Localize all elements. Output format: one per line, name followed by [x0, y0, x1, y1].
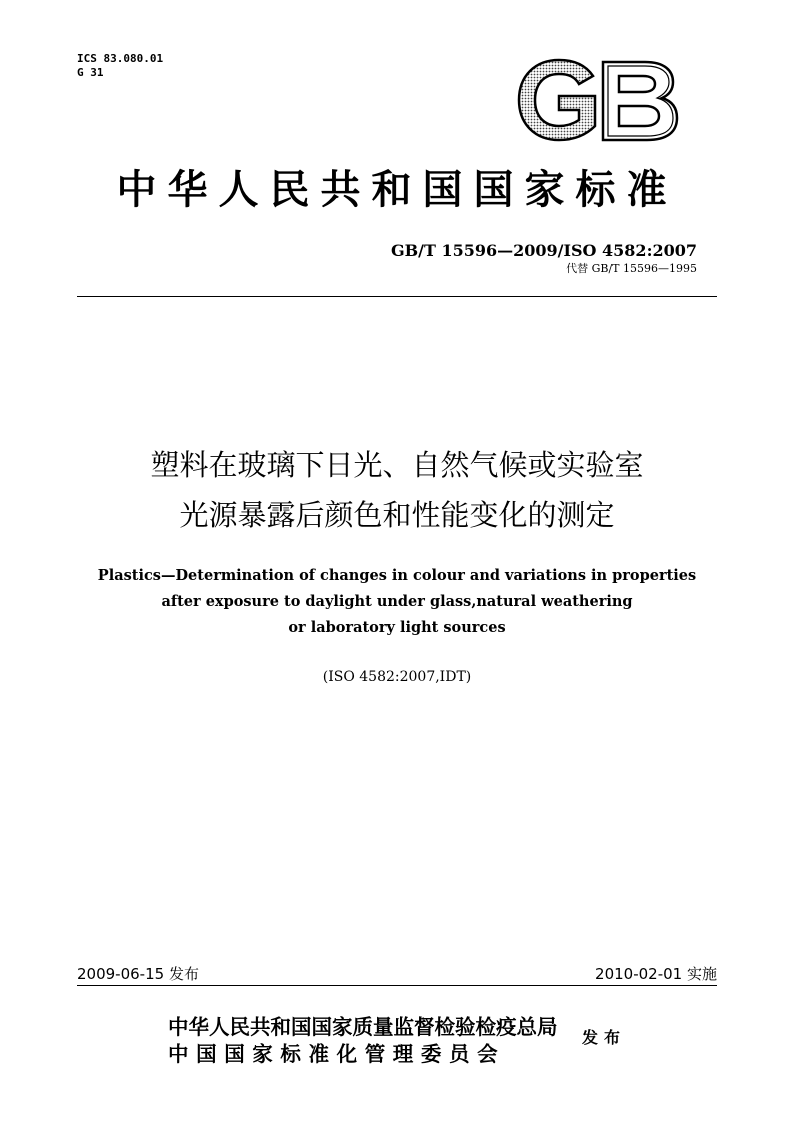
classification-codes — [77, 52, 163, 80]
national-standard-title: 中华人民共和国国家标准 — [116, 167, 678, 213]
publish-label: 发布 — [582, 1028, 627, 1047]
standard-number: GB/T 15596—2009/ISO 4582:2007 — [390, 241, 697, 260]
chinese-title-line-2: 光源暴露后颜色和性能变化的测定 — [179, 498, 615, 532]
chinese-title-line-1: 塑料在玻璃下日光、自然气候或实验室 — [150, 448, 644, 482]
english-title-line-1: Plastics—Determination of changes in colour and variations in properties — [97, 567, 697, 584]
footer-divider — [77, 985, 717, 986]
implementation-date: 2010-02-01 实施 — [595, 965, 717, 983]
header-divider — [77, 296, 717, 297]
ics-code: ICS 83.080.01 — [77, 52, 164, 65]
english-title-line-2: after exposure to daylight under glass,natural weathering — [161, 593, 633, 610]
issue-date: 2009-06-15 发布 — [77, 965, 199, 983]
issuer-aqsiq: 中华人民共和国国家质量监督检验检疫总局 — [168, 1015, 558, 1039]
english-title-line-3: or laboratory light sources — [288, 619, 506, 636]
gb-logo — [515, 58, 680, 143]
replaced-standard: 代替 GB/T 15596—1995 — [566, 262, 697, 275]
issuer-sac: 中国国家标准化管理委员会 — [168, 1042, 506, 1066]
iso-equivalence: (ISO 4582:2007,IDT) — [322, 669, 472, 685]
ccs-code: G 31 — [77, 66, 104, 79]
